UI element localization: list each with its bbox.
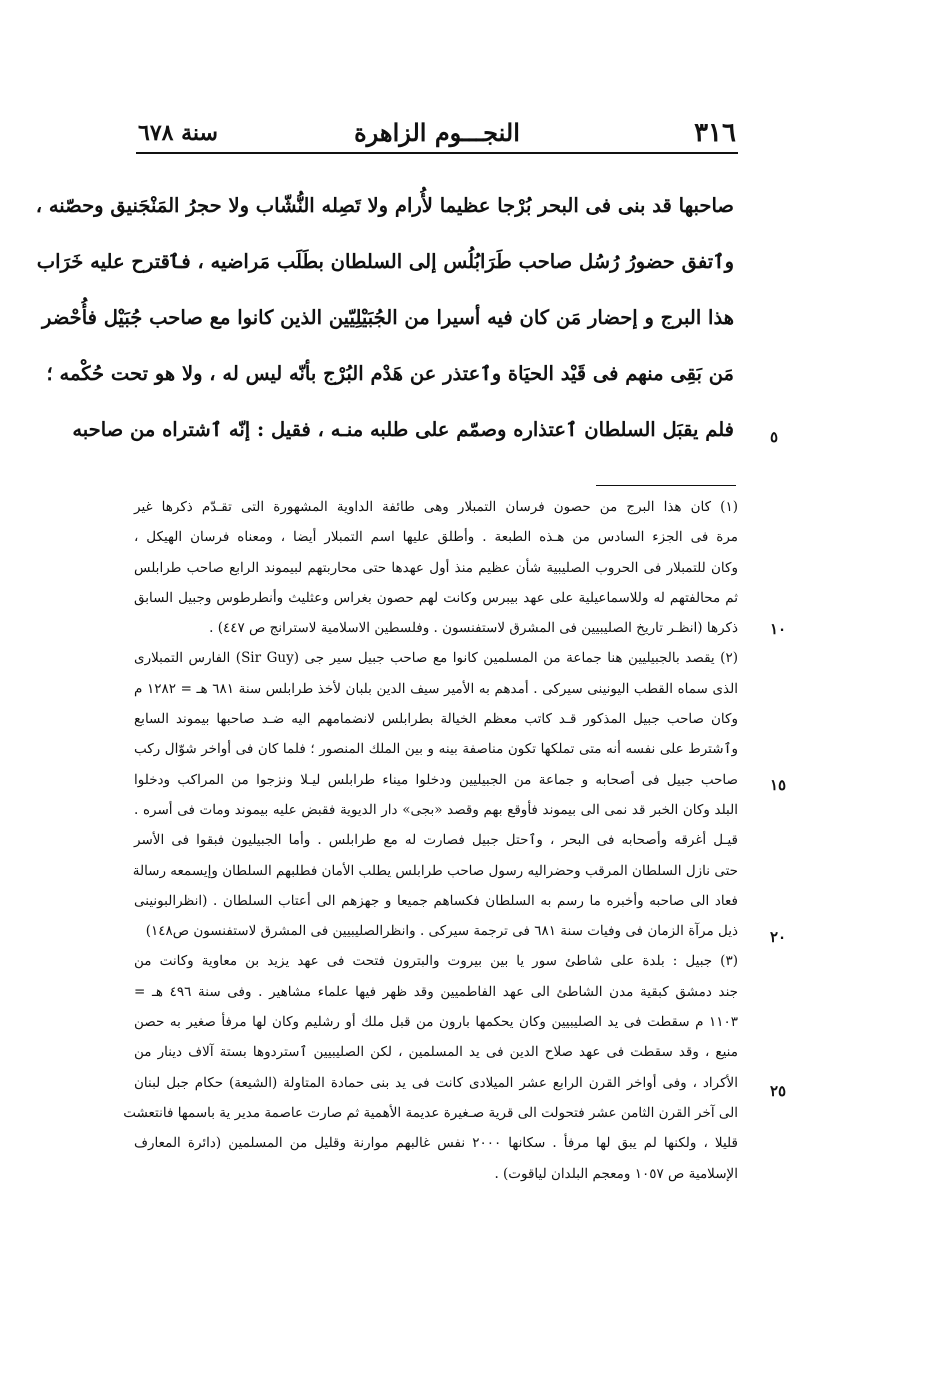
footnote-line: جند دمشق كبقية مدن الشاطئ الى عهد الفاطميين وقد ظهر فيها علماء مشاهير . وفى سنة ٤٩٦ هـ = (134, 983, 738, 1000)
footnote-line: وٱشترط على نفسه أنه متى تملكها تكون مناصفة بينه و بين الملك المنصور ؛ فلما كان فى أواخر شوّال ركب (134, 741, 738, 758)
footnote-line: صاحب جبيل فى أصحابه و جماعة من الجبيليين ودخلوا ميناء طرابلس ليـلا ونزجوا من المراكب ودخلوا (134, 771, 738, 788)
footnote-line: الذى سماه القطب اليونينى سيركى . أمدهم به الأمير سيف الدين بلبان لأخذ طرابلس سنة ٦٨١ هـ = ١٢٨٢ م (134, 680, 738, 697)
line-number: ١٥ (770, 776, 787, 794)
book-title: النجـــوم الزاهرة (354, 118, 520, 147)
footnote-line: منيع ، وقد سقطت فى عهد صلاح الدين فى يد المسلمين ، لكن الصليبيين ٱستردوها بستة آلاف دينار من (134, 1044, 738, 1061)
main-text-line: مَن بَقِى منهم فى قَيْد الحيَاة وٱعتذر عن هَدْم البُرْج بأنّه ليس له ، ولا هو تحت حُكْمه ؛ (46, 362, 734, 385)
main-text-line: فلم يقبَل السلطان ٱعتذاره وصمّم على طلبه منـه ، فقيل : إنّه ٱشتراه من صاحبه (72, 418, 734, 441)
footnote-line: قليلا ، ولكنها لم يبق لها مرفأ . سكانها ٢٠٠٠ نفس غالبهم موارنة وقليل من المسلمين (دائرة المعارف (134, 1135, 738, 1152)
page-number: ٣١٦ (694, 118, 736, 148)
footnote-line: فعاد الى صاحبه وأخبره ما رسم به السلطان فكساهم جميعا و جهزهم الى أعتاب السلطان . (انظرالبونينى (134, 892, 738, 909)
line-number: ١٠ (770, 620, 787, 638)
footnote-line: ١١٠٣ م سقطت فى يد الصليبيين وكان يحكمها بارون من قبل ملك أو رشليم وكان لها مرفأ صغير به حصن (134, 1014, 738, 1031)
main-text (35, 180, 734, 460)
main-text-line: هذا البرج و إحضار مَن كان فيه أسيرا من الجُبَيْلِيّين الذين كانوا مع صاحب جُبَيْل فأُحْضر (41, 306, 734, 329)
footnote-line: (٢) يقصد بالجبيليين هنا جماعة من المسلمين كانوا مع صاحب جبيل سير جى (Sir Guy) الفارس التمبلارى (134, 650, 738, 667)
footnote-line: مرة فى الجزء السادس من هـذه الطبعة . وأطلق عليها اسم التمبلار أيضا ، ومعناه فرسان الهيكل ، (134, 529, 738, 546)
footnote-line: ذيل مرآة الزمان فى وفيات سنة ٦٨١ فى ترجمة سيركى . وانظرالصليبيين فى المشرق لاستفنسون ص١٤٨) (145, 923, 738, 940)
footnote-rule (596, 485, 736, 486)
footnote-line: قيـل أغرقه وأصحابه فى البحر ، وٱحتل جبيل فصارت له مع طرابلس . وأما الجبيليون فبقوا فى الأسر (134, 832, 738, 849)
line-number: ٢٥ (770, 1082, 787, 1100)
line-number: ٢٠ (770, 928, 787, 946)
footnote-line: وكان للتمبلار فى الحروب الصليبية شأن عظيم منذ أول عهدها حتى محاربتهم لبيموند الرابع صاحب طرابلس (134, 559, 738, 576)
footnote-line: وكان صاحب جبيل المذكور قـد كاتب معظم الخيالة بطرابلس لانضمامهم اليه ضـد صاحبها بيموند السابع (134, 711, 738, 728)
footnote-line: ذكرها (انظـر تاريخ الصليبيين فى المشرق لاستفنسون . وفلسطين الاسلامية لاسترانج ص ٤٤٧) . (209, 620, 738, 637)
footnote-line: الى آخر القرن الثامن عشر فتحولت الى قرية صـغيرة عديمة الأهمية ثم صارت عاصمة مدير ية باسمها فانتعشت (123, 1104, 738, 1121)
line-number: ٥ (770, 428, 779, 446)
footnote-line: البلد وكان الخبر قد نمى الى بيموند فأوقع بهم وقصد «بجى» دار الديوية فقبض عليه بيموند ومات فى أسره . (134, 801, 738, 818)
footnote-line: (٣) جبيل : بلدة على شاطئ سور يا بين بيروت والبترون فتحت فى عهد يزيد بن معاوية وكانت من (134, 953, 738, 970)
main-text-line: صاحبها قد بنى فى البحر بُرْجا عظيما لأُرام ولا تَصِله النُّشّاب ولا حجرُ المَنْجَنيق وحصّنه ، (35, 194, 734, 217)
footnote-line: الإسلامية ص ١٠٥٧ ومعجم البلدان لياقوت) . (494, 1165, 738, 1182)
footnotes (123, 492, 738, 1189)
running-header (138, 118, 736, 152)
footnote-line: الأكراد ، وفى أواخر القرن الرابع عشر الميلادى كانت فى يد بنى حمادة المتاولة (الشيعة) حكام جبل لبنان (134, 1074, 738, 1091)
header-rule (136, 152, 738, 154)
main-text-line: وٱتفق حضورُ رُسُل صاحب طَرَابُلُس إلى السلطان بطَلَب مَراضيه ، فٱقترح عليه خَرَاب (36, 250, 734, 273)
header-year: سنة ٦٧٨ (138, 120, 218, 146)
footnote-line: (١) كان هذا البرج من حصون فرسان التمبلار وهى طائفة الداوية المشهورة التى تقـدّم ذكرها غير (134, 499, 738, 515)
footnote-line: حتى نازل السلطان المرقب وحضراليه رسول صاحب طرابلس يطلب الأمان فطلبهم السلطان وإيسمعه رسالة (132, 862, 738, 879)
footnote-line: ثم محالفتهم له وللاسماعيلية على عهد بيبرس وكانت لهم حصون بغراس وعثليث وأنطرطوس وجبيل السابق (134, 589, 738, 606)
